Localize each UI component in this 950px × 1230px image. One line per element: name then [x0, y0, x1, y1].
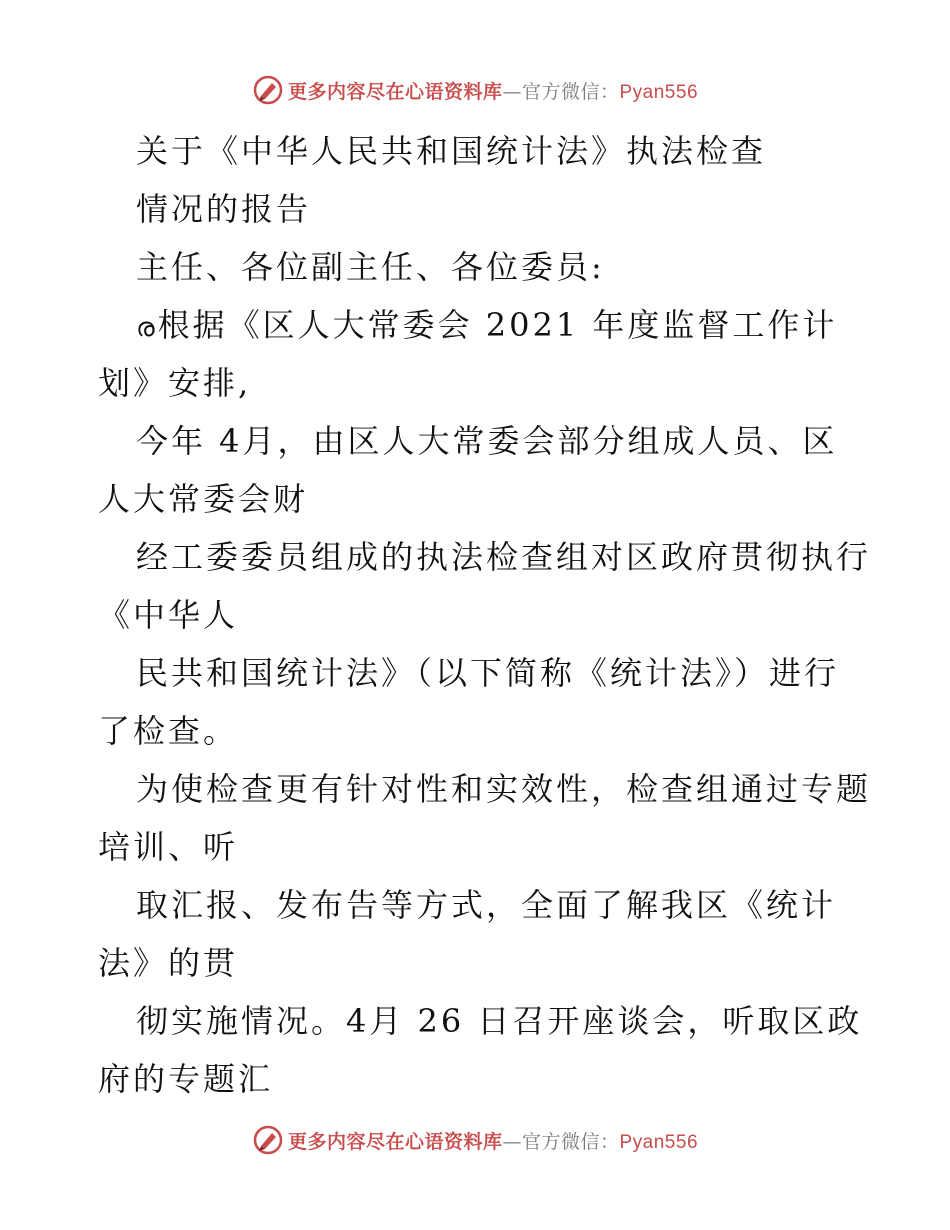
pen-logo-icon: [252, 74, 284, 106]
banner-wechat-label: 官方微信：: [521, 1130, 620, 1153]
banner-text: [288, 77, 698, 104]
salutation: 主任、各位副主任、各位委员:: [136, 248, 605, 286]
paragraph-line: 《中华人: [98, 596, 239, 634]
banner-dash: —: [502, 80, 522, 103]
paragraph-line: 府的专题汇: [98, 1060, 274, 1098]
document-body: [98, 122, 872, 1108]
paragraph-line: 为使检查更有针对性和实效性，检查组通过专题: [136, 770, 872, 808]
title-line-1: 关于《中华人民共和国统计法》执法检查: [136, 132, 767, 170]
paragraph-line: 彻实施情况。4月 26 日召开座谈会，听取区政: [136, 1002, 863, 1040]
banner-wechat-id: Pyan556: [619, 81, 699, 103]
pen-logo-icon: [252, 1124, 284, 1156]
title-line-2: 情况的报告: [136, 190, 312, 228]
footer-banner[interactable]: [0, 1120, 950, 1160]
paragraph-line: 人大常委会财: [98, 480, 309, 518]
paragraph-line: 今年 4月，由区人大常委会部分组成人员、区: [136, 422, 838, 460]
paragraph-line: 民共和国统计法》（以下简称《统计法》）进行: [136, 654, 840, 692]
banner-wechat-label: 官方微信：: [521, 80, 620, 103]
paragraph-line: 取汇报、发布告等方式，全面了解我区《统计: [136, 886, 837, 924]
paragraph-line: 经工委委员组成的执法检查组对区政府贯彻执行: [136, 538, 872, 576]
banner-text: [288, 1127, 698, 1154]
banner-brand: 更多内容尽在心语资料库: [287, 1130, 503, 1153]
banner-brand: 更多内容尽在心语资料库: [287, 80, 503, 103]
paragraph-line: 了检查。: [98, 712, 239, 750]
header-banner[interactable]: [0, 70, 950, 110]
paragraph-line: 法》的贯: [98, 944, 239, 982]
banner-wechat-id: Pyan556: [619, 1131, 699, 1153]
paragraph-line: [98, 296, 858, 354]
paragraph-line: 划》安排,: [98, 364, 252, 402]
banner-dash: —: [502, 1130, 522, 1153]
flourish-icon: ര: [136, 313, 158, 343]
paragraph-line: 培训、听: [98, 828, 239, 866]
paragraph-text: 根据《区人大常委会 2021 年度监督工作计: [157, 306, 838, 344]
